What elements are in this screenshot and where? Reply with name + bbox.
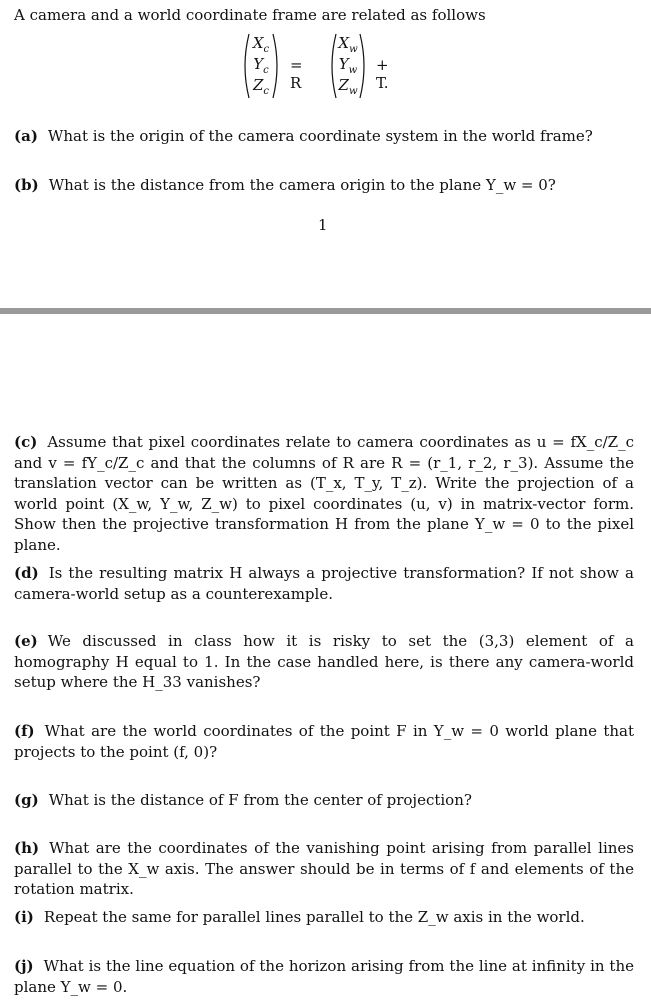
page-1 (0, 0, 651, 308)
yc-symbol: Y (253, 55, 264, 73)
question-b-label: (b) (14, 176, 39, 194)
intro-text: A camera and a world coordinate frame are related as follows (14, 6, 486, 24)
question-h-label: (h) (14, 839, 40, 857)
question-g-label: (g) (14, 791, 39, 809)
question-j (14, 956, 634, 997)
camera-vector: $X_c$ $Y_c$ $Z_c$ (240, 32, 282, 100)
question-b (14, 175, 556, 195)
question-a-text: What is the origin of the camera coordinate system in the world frame? (47, 127, 593, 145)
plus-T: + T. (376, 56, 389, 92)
question-e (14, 631, 634, 693)
question-i-label: (i) (14, 908, 34, 926)
question-c (14, 432, 634, 555)
page-2 (0, 314, 651, 1003)
question-g (14, 790, 634, 811)
question-e-text: We discussed in class how it is risky to set the (3,3) element of a homography H equal to 1. In the case handled here, is there any camera-world setup where the H_33 vanishes? (14, 632, 634, 691)
question-c-text: Assume that pixel coordinates relate to camera coordinates as u = fX_c/Z_c and v = fY_c/Z_c and that the columns of R are R = (r_1, r_2, r_3). Assume the translation vector can be written as (T_x, T_y, T_z). Write the projection of a world point (X_w, Y_w, Z_w) to pixel coordinates (u, v) in matrix-vector form. Show then the projective transformation H from the plane Y_w = 0 to the pixel plane. (14, 433, 634, 554)
equals-R: = R (290, 56, 303, 92)
xw-symbol: X (338, 34, 350, 52)
page-number: 1 (318, 216, 328, 234)
question-d-text: Is the resulting matrix H always a projective transformation? If not show a camera-world setup as a counterexample. (14, 564, 634, 603)
question-d (14, 563, 634, 604)
question-g-text: What is the distance of F from the center of projection? (48, 791, 472, 809)
zw-symbol: Z (338, 76, 349, 94)
question-i (14, 907, 634, 928)
xc-symbol: X (252, 34, 264, 52)
question-a (14, 126, 593, 146)
question-f-text: What are the world coordinates of the point F in Y_w = 0 world plane that projects to the point (f, 0)? (14, 722, 634, 761)
question-i-text: Repeat the same for parallel lines parallel to the Z_w axis in the world. (43, 908, 585, 926)
question-j-label: (j) (14, 957, 34, 975)
yw-symbol: Y (338, 55, 349, 73)
question-d-label: (d) (14, 564, 39, 582)
zc-symbol: Z (252, 76, 264, 94)
question-b-text: What is the distance from the camera origin to the plane Y_w = 0? (48, 176, 556, 194)
world-vector: $X_w$ $Y_w$ $Z_w$ (327, 32, 369, 100)
question-a-label: (a) (14, 127, 38, 145)
question-j-text: What is the line equation of the horizon arising from the line at infinity in the plane Y_w = 0. (14, 957, 634, 996)
question-f-label: (f) (14, 722, 35, 740)
question-h (14, 838, 634, 900)
question-e-label: (e) (14, 632, 38, 650)
question-h-text: What are the coordinates of the vanishing point arising from parallel lines parallel to the X_w axis. The answer should be in terms of f and elements of the rotation matrix. (14, 839, 634, 898)
question-f (14, 721, 634, 762)
question-c-label: (c) (14, 433, 38, 451)
